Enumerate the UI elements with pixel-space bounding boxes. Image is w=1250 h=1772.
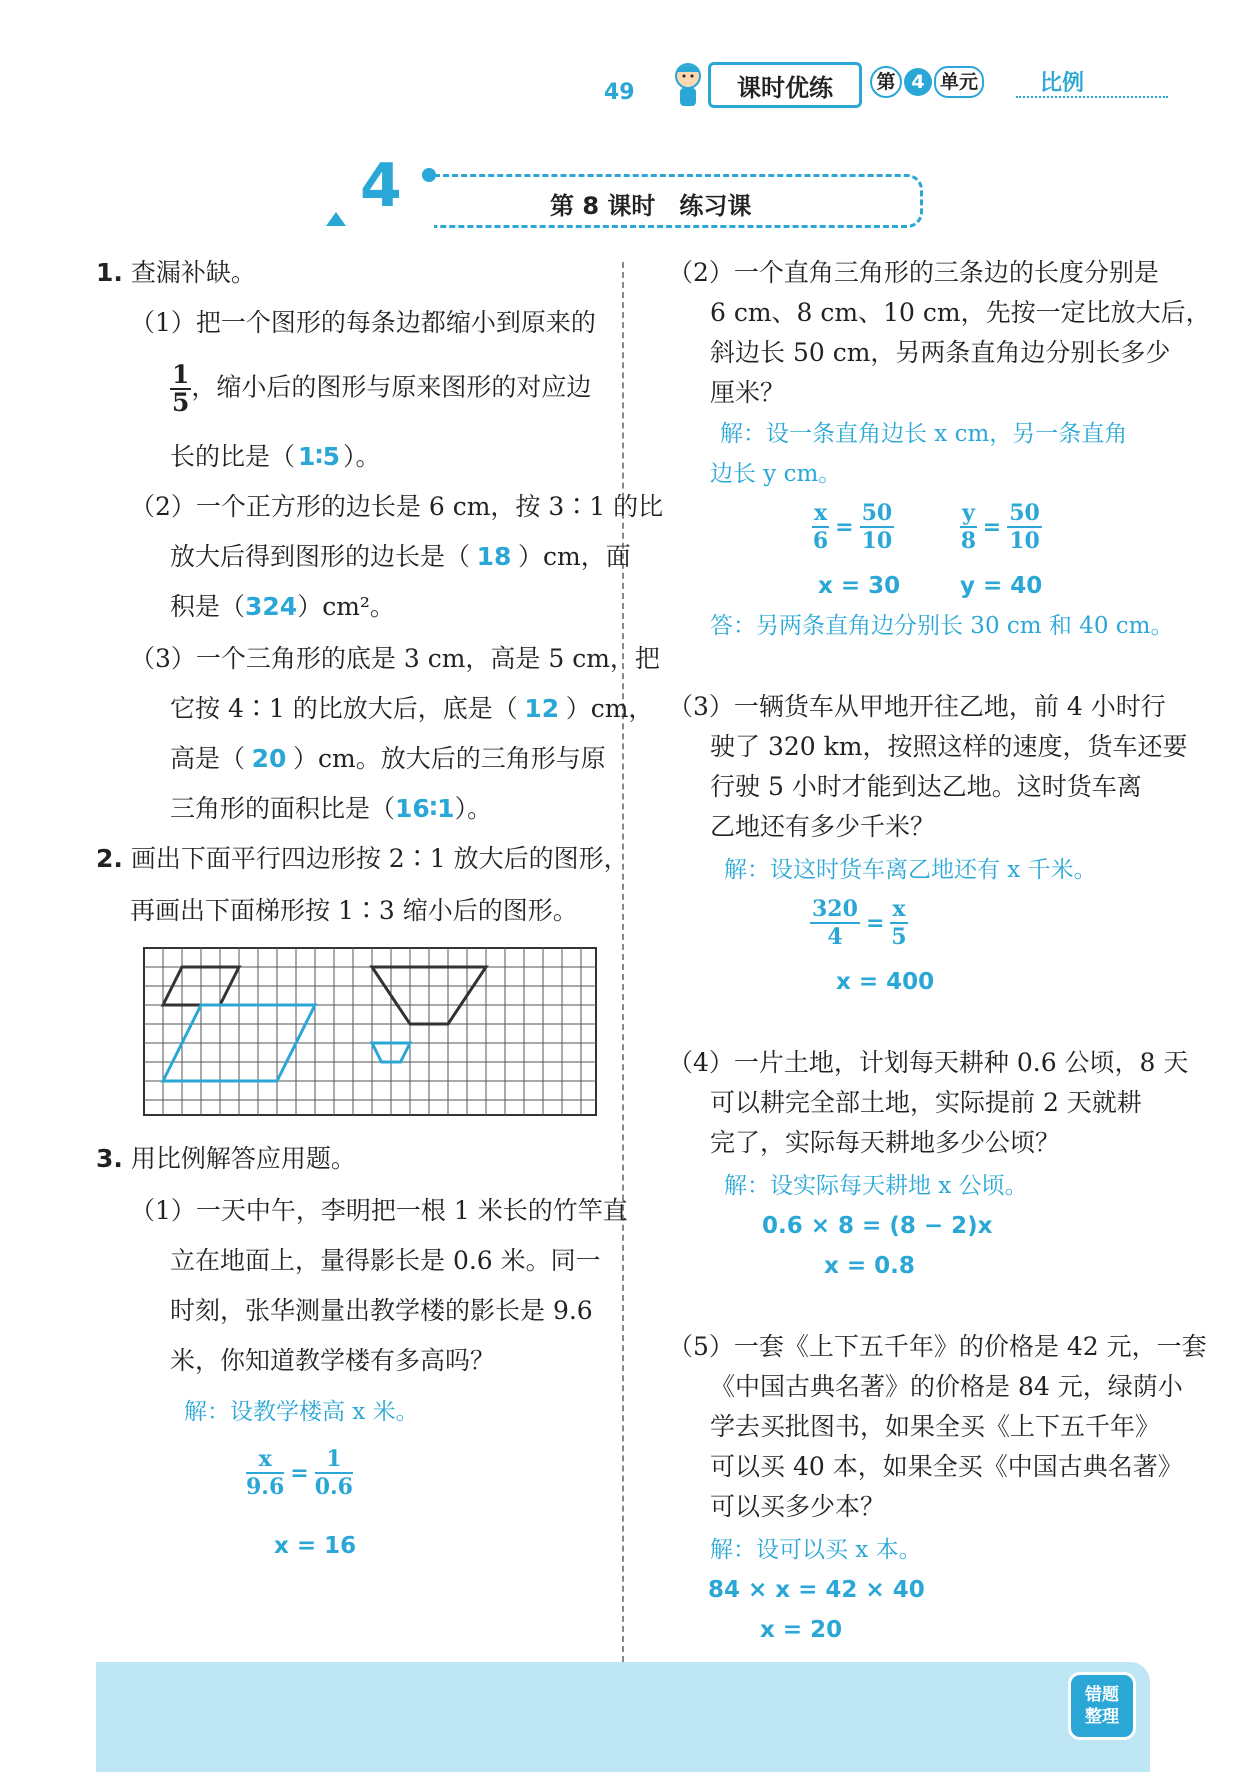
q1-s3-line2: 它按 4∶1 的比放大后，底是（ 12 ）cm， (170, 692, 653, 726)
q1-s1-line2-text: ，缩小后的图形与原来图形的对应边 (191, 372, 592, 402)
lesson-title: 第 8 课时 练习课 (550, 192, 752, 220)
badge-line2: 整理 (1085, 1707, 1119, 1727)
series-title-banner (708, 62, 862, 108)
q3-p3-line2: 驶了 320 km，按照这样的速度，货车还要 (710, 732, 1188, 761)
grid-svg (142, 946, 598, 1122)
q2-line2: 再画出下面梯形按 1∶3 缩小后的图形。 (130, 896, 578, 925)
q1-number: 1. (96, 258, 123, 287)
grid-border (144, 948, 596, 1115)
q3-p5-solution: 解：设可以买 x 本。 (710, 1537, 922, 1563)
q3-p2-line4: 厘米？ (710, 378, 786, 407)
q1-s1-answer: 1∶5 (297, 442, 341, 471)
q3-p3-line4: 乙地还有多少千米？ (710, 812, 936, 841)
q3-p4-line3: 完了，实际每天耕地多少公顷？ (710, 1128, 1061, 1157)
q3-p5-line4: 可以买 40 本，如果全买《中国古典名著》 (710, 1452, 1183, 1481)
q1-s3-line1: （3）一个三角形的底是 3 cm，高是 5 cm，把 (130, 644, 660, 673)
q1-heading (96, 256, 256, 290)
q3-p3-equation: $\frac{320}{4}$ = $\frac{x}{5}$ (812, 896, 907, 950)
q1-s3-line4: 三角形的面积比是（16∶1）。 (170, 792, 492, 826)
q1-s3-answer-ratio: 16∶1 (395, 794, 455, 823)
q3-p2-line2: 6 cm、8 cm、10 cm，先按一定比放大后， (710, 298, 1211, 327)
q3-p1-solution: 解：设教学楼高 x 米。 (184, 1399, 419, 1425)
q1-s1-line2 (170, 362, 591, 416)
q3-p1-line2: 立在地面上，量得影长是 0.6 米。同一 (170, 1246, 601, 1275)
lesson-banner (326, 152, 930, 232)
q2-number: 2. (96, 844, 123, 873)
q1-s3-answer-base: 12 (524, 694, 560, 723)
q3-p5-line2: 《中国古典名著》的价格是 84 元，绿荫小 (710, 1372, 1183, 1401)
series-title: 课时优练 (737, 73, 833, 102)
q3-p3-line1: （3）一辆货车从甲地开往乙地，前 4 小时行 (668, 692, 1166, 721)
q3-p2-equation2: $\frac{y}{8}$ = $\frac{50}{10}$ (960, 500, 1040, 554)
q3-p3-solution: 解：设这时货车离乙地还有 x 千米。 (724, 857, 1097, 883)
q1-title: 查漏补缺。 (130, 258, 256, 287)
q3-p1-equation: $\frac{x}{9.6}$ = $\frac{1}{0.6}$ (246, 1446, 353, 1500)
q3-p2-solution-line2: 边长 y cm。 (710, 461, 842, 487)
q3-p5-line1: （5）一套《上下五千年》的价格是 42 元，一套 (668, 1332, 1207, 1361)
unit-number: 4 (904, 68, 932, 96)
q3-heading: 3. 用比例解答应用题。 (96, 1144, 356, 1173)
q3-p3-result: x = 400 (836, 969, 935, 995)
q1-s1-line3: 长的比是（ 1∶5 ）。 (170, 440, 381, 474)
q3-p5-line3: 学去买批图书，如果全买《上下五千年》 (710, 1412, 1161, 1441)
q3-p5-equation: 84 × x = 42 × 40 (708, 1577, 925, 1603)
unit-prefix: 第 (870, 66, 902, 98)
unit-label (870, 66, 984, 98)
q3-p2-solution-line1: 解：设一条直角边长 x cm，另一条直角 (720, 421, 1128, 447)
q3-p3-line3: 行驶 5 小时才能到达乙地。这时货车离 (710, 772, 1142, 801)
footer-band (96, 1662, 1150, 1772)
q3-p5-result: x = 20 (760, 1617, 843, 1643)
q3-number: 3. (96, 1144, 123, 1173)
q3-p4-result: x = 0.8 (824, 1253, 915, 1279)
q3-p2-result2: y = 40 (960, 573, 1043, 599)
mascot-icon (668, 58, 708, 114)
q1-s2-line1: （2）一个正方形的边长是 6 cm，按 3∶1 的比 (130, 492, 664, 521)
q1-s2-answer-area: 324 (245, 592, 298, 621)
q3-p4-line1: （4）一片土地，计划每天耕种 0.6 公顷，8 天 (668, 1048, 1189, 1077)
q3-p2-equation1: $\frac{x}{6}$ = $\frac{50}{10}$ (812, 500, 893, 554)
column-divider (622, 262, 624, 1662)
q2-grid-drawing (142, 946, 598, 1122)
q3-p1-result: x = 16 (274, 1533, 357, 1559)
q1-s1-fraction: $\frac{1}{5}$ (172, 360, 190, 417)
q3-p1-line3: 时刻，张华测量出教学楼的影长是 9.6 (170, 1296, 593, 1325)
lesson-big-number: 4 (360, 151, 402, 221)
q3-p4-solution: 解：设实际每天耕地 x 公顷。 (724, 1173, 1028, 1199)
page-number: 49 (604, 80, 635, 105)
q3-p4-line2: 可以耕完全部土地，实际提前 2 天就耕 (710, 1088, 1142, 1117)
error-review-badge[interactable] (1068, 1672, 1136, 1740)
q3-p2-answer: 答：另两条直角边分别长 30 cm 和 40 cm。 (710, 613, 1174, 639)
q1-s1-line1: （1）把一个图形的每条边都缩小到原来的 (130, 308, 596, 337)
q1-s3-line3: 高是（ 20 ）cm。放大后的三角形与原 (170, 742, 606, 776)
page-header (0, 40, 1250, 120)
q1-s2-line3: 积是（324）cm²。 (170, 590, 395, 624)
q1-s2-line2: 放大后得到图形的边长是（ 18 ）cm，面 (170, 540, 631, 574)
q3-p2-result1: x = 30 (818, 573, 901, 599)
unit-suffix: 单元 (934, 66, 984, 98)
banner-triangle-icon (326, 212, 346, 226)
badge-line1: 错题 (1085, 1685, 1119, 1705)
q3-p1-line4: 米，你知道教学楼有多高吗？ (170, 1346, 496, 1375)
q3-p5-line5: 可以买多少本？ (710, 1492, 886, 1521)
unit-title: 比例 (1016, 66, 1168, 98)
q3-p2-line1: （2）一个直角三角形的三条边的长度分别是 (668, 258, 1159, 287)
q3-p2-line3: 斜边长 50 cm，另两条直角边分别长多少 (710, 338, 1171, 367)
q2-line1: 2. 画出下面平行四边形按 2∶1 放大后的图形， (96, 844, 629, 873)
q1-s3-answer-height: 20 (251, 744, 287, 773)
q3-p4-equation: 0.6 × 8 = (8 − 2)x (762, 1213, 993, 1239)
q3-p1-line1: （1）一天中午，李明把一根 1 米长的竹竿直 (130, 1196, 628, 1225)
q1-s2-answer-side: 18 (476, 542, 512, 571)
